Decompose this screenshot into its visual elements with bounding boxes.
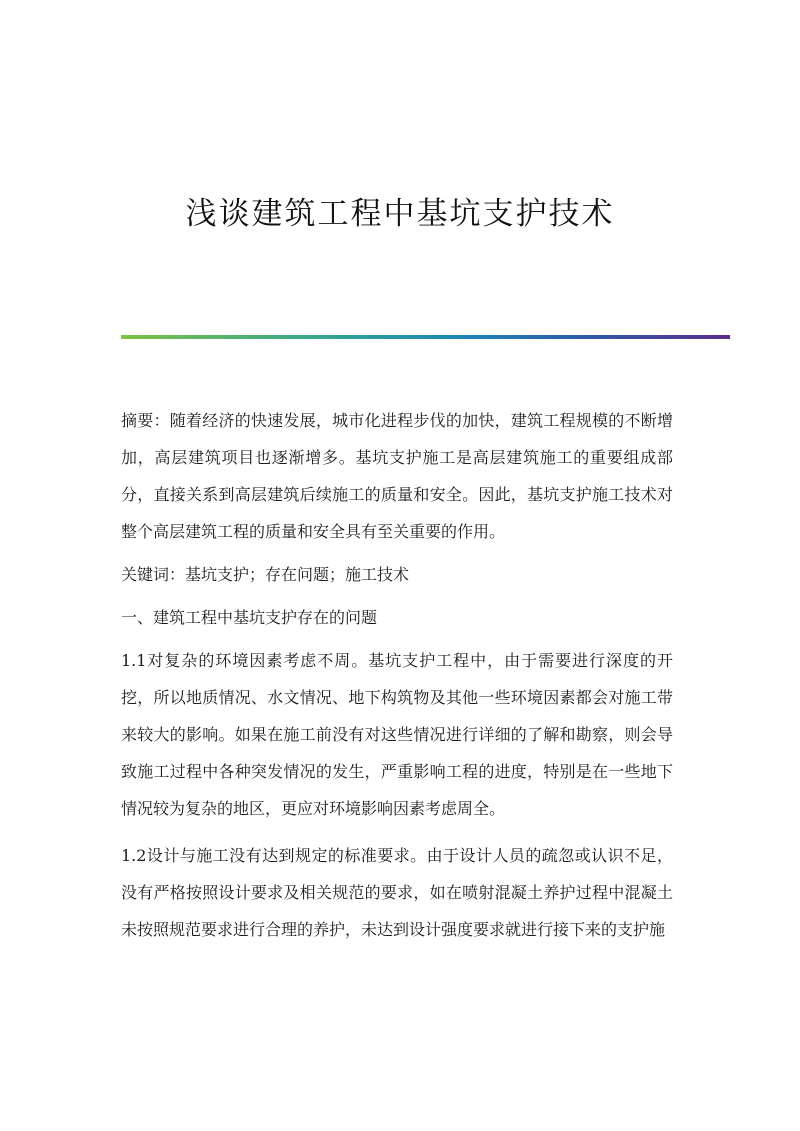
paragraph-1-1: 1.1对复杂的环境因素考虑不周。基坑支护工程中，由于需要进行深度的开挖，所以地质情况、水文情况、地下构筑物及其他一些环境因素都会对施工带来较大的影响。如果在施工前没有对这些情况进行详细的了解和勘察，则会导致施工过程中各种突发情况的发生，严重影响工程的进度，特别是在一些地下情况较为复杂的地区，更应对环境影响因素考虑周全。 [121,651,673,818]
section-heading: 一、建筑工程中基坑支护存在的问题 [121,608,378,627]
document-body [121,402,673,948]
paragraph-1-2: 1.2设计与施工没有达到规定的标准要求。由于设计人员的疏忽或认识不足，没有严格按照设计要求及相关规范的要求，如在喷射混凝土养护过程中混凝土未按照规范要求进行合理的养护，未达到设计强度要求就进行接下来的支护施 [121,846,673,939]
title-divider [121,335,730,339]
abstract-paragraph: 摘要：随着经济的快速发展，城市化进程步伐的加快，建筑工程规模的不断增加，高层建筑项目也逐渐增多。基坑支护施工是高层建筑施工的重要组成部分，直接关系到高层建筑后续施工的质量和安全。因此，基坑支护施工技术对整个高层建筑工程的质量和安全具有至关重要的作用。 [121,411,673,541]
keywords-line: 关键词：基坑支护；存在问题；施工技术 [121,565,410,584]
document-title: 浅谈建筑工程中基坑支护技术 [185,196,615,232]
